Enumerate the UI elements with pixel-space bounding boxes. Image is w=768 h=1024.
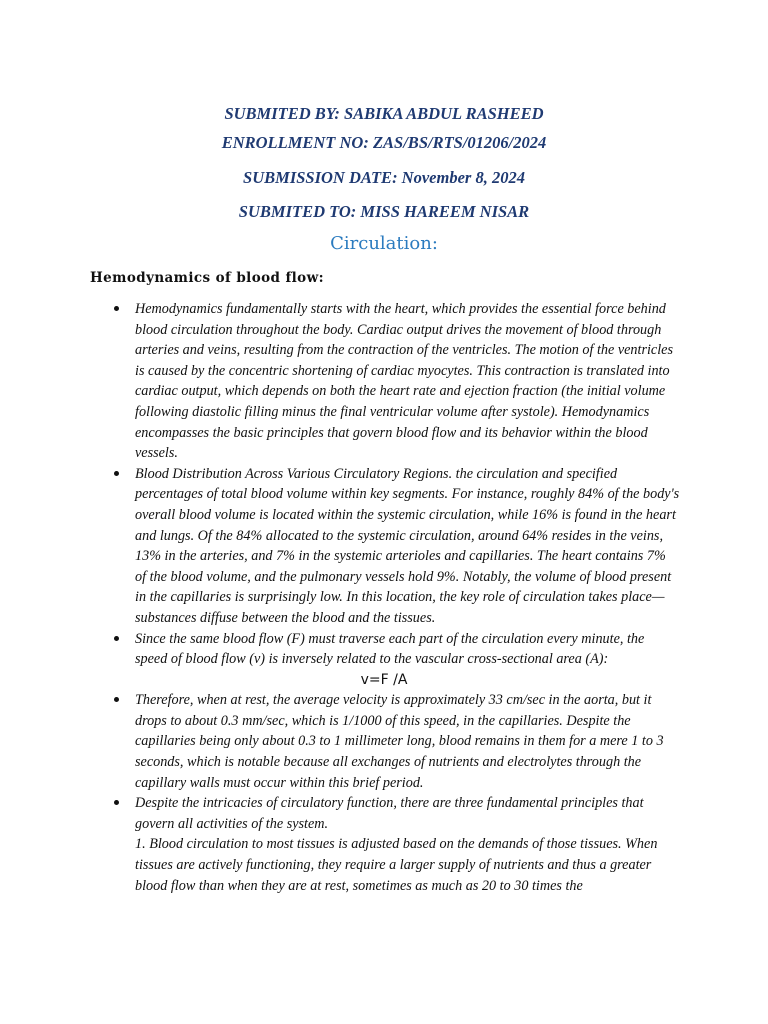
bullet-icon xyxy=(114,636,119,641)
list-item-text: Blood Distribution Across Various Circulatory Regions. the circulation and specified percentages of total blood volume within key segments. For instance, roughly 84% of the body's overall blood volume is located within the systemic circulation, while 16% is found in the heart and lungs. Of the 84% allocated to the systemic circulation, around 64% resides in the veins, 13% in the arteries, and 7% in the systemic arterioles and capillaries. The heart contains 7% of the blood volume, and the pulmonary vessels hold 9%. Notably, the volume of blood present in the capillaries is surprisingly low. In this location, the key role of circulation takes place—substances diffuse between the blood and the tissues. xyxy=(135,465,680,626)
document-title: Circulation: xyxy=(330,233,438,254)
bullet-icon xyxy=(114,471,119,476)
list-item-text: Therefore, when at rest, the average velocity is approximately 33 cm/sec in the aorta, but it drops to about 0.3 mm/sec, which is 1/1000 of this speed, in the capillaries. Despite the capillaries being only about 0.3 to 1 millimeter long, blood remains in them for a mere 1 to 3 seconds, which is notable because all exchanges of nutrients and electrolytes through the capillary walls must occur within this brief period. xyxy=(135,692,664,791)
velocity-formula: v=F /A xyxy=(360,671,408,688)
submission-date: SUBMISSION DATE: November 8, 2024 xyxy=(243,168,525,187)
bullet-icon xyxy=(114,306,119,311)
list-item-text: Since the same blood flow (F) must traverse each part of the circulation every minute, the speed of blood flow (v) is inversely related to the vascular cross-sectional area (A): xyxy=(135,630,645,668)
bullet-icon xyxy=(114,800,119,805)
list-item-text: Despite the intricacies of circulatory function, there are three fundamental principles that govern all activities of the system. xyxy=(135,795,644,832)
list-item xyxy=(0,629,768,691)
list-item xyxy=(0,464,768,629)
list-item xyxy=(0,299,768,464)
bullet-list xyxy=(0,299,768,896)
submitted-by: SUBMITED BY: SABIKA ABDUL RASHEED xyxy=(224,104,544,123)
section-heading: Hemodynamics of blood flow: xyxy=(90,270,324,286)
bullet-icon xyxy=(114,697,119,702)
list-item xyxy=(0,793,768,896)
enrollment-number: ENROLLMENT NO: ZAS/BS/RTS/01206/2024 xyxy=(221,133,547,152)
submitted-to: SUBMITED TO: MISS HAREEM NISAR xyxy=(238,202,530,221)
principle-one-text: 1. Blood circulation to most tissues is adjusted based on the demands of those tissues. When tissues are actively functioning, they require a larger supply of nutrients and thus a greater blood flow than when they are at rest, sometimes as much as 20 to 30 times the xyxy=(135,836,658,894)
list-item-text: Hemodynamics fundamentally starts with the heart, which provides the essential force behind blood circulation throughout the body. Cardiac output drives the movement of blood through arteries and veins, resulting from the contraction of the ventricles. The motion of the ventricles is caused by the concentric shortening of cardiac myocytes. This contraction is translated into cardiac output, which depends on both the heart rate and ejection fraction (the initial volume following diastolic filling minus the final ventricular volume after systole). Hemodynamics encompasses the basic principles that govern blood flow and its behavior within the blood vessels. xyxy=(135,301,673,462)
list-item xyxy=(0,690,768,793)
